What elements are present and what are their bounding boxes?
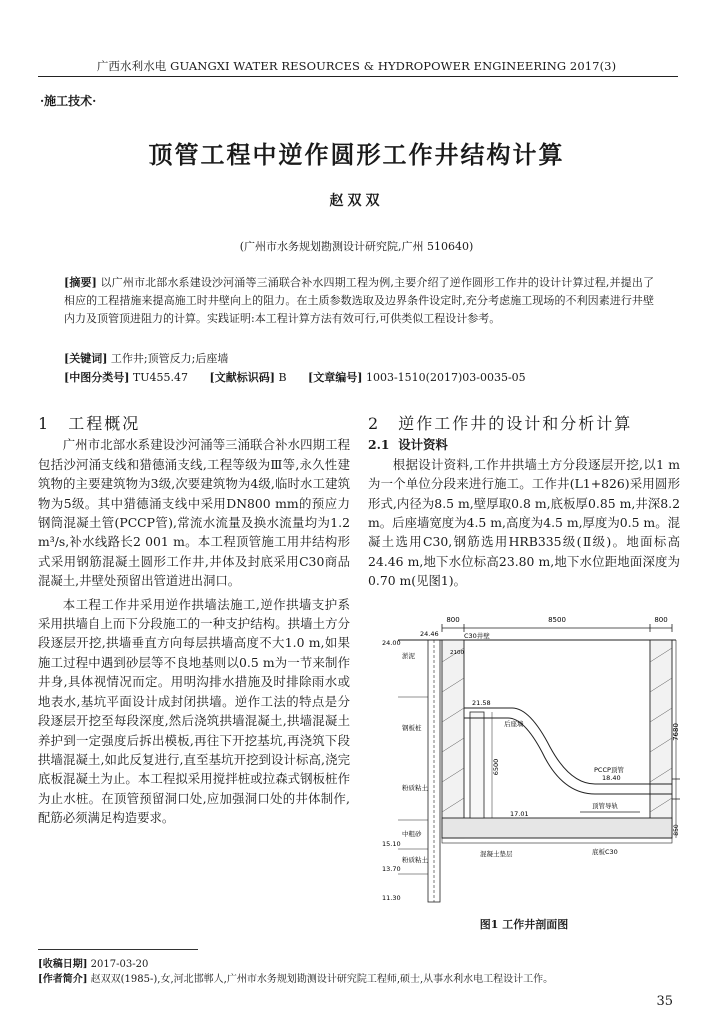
received-label: [收稿日期] [38,959,88,970]
article-title: 顶管工程中逆作圆形工作井结构计算 [148,140,565,169]
author: 赵双双 [329,193,384,209]
elev-2: 24.00 [382,639,401,647]
dim-small: 2100 [450,650,464,656]
dim-left: 800 [446,616,460,624]
label-soil-3: 中粗砂 [402,830,422,838]
figure-caption: 图1 工作井剖面图 [479,918,569,931]
section1-paragraph-1: 广州市北部水系建设沙河涌等三涌联合补水四期工程包括沙河涌支线和猎德涌支线,工程等级为Ⅲ等,永久性建筑物的主要建筑物为3级,次要建筑物为4级,临时水工建筑物为5级。其中猎德涌支线中采用DN800 mm的预应力钢筒混凝土管(PCCP管),常流水流量及换水流量均为1.2 m³/s,补水线路长2 001 m。本工程顶管施工用井结构形式采用钢筋混凝土圆形工作井,井体及封底采用C30商品混凝土,井壁处预留出管道进出洞口。 [38,437,350,589]
section2-number: 2 [368,414,381,433]
subsection-title: 设计资料 [398,437,448,453]
keywords-text: 工作井;顶管反力;后座墙 [110,352,229,365]
elev-6: 13.70 [382,865,401,873]
label-cushion: 混凝土垫层 [480,850,513,858]
footnote-rule [38,949,198,950]
label-soil-2: 粉质粘土 [402,784,428,792]
label-soil-4: 粉质粘土 [402,856,428,864]
footnote-author [38,970,678,985]
section2-paragraph: 根据设计资料,工作井拱墙土方分段逐层开挖,以1 m为一个单位分段来进行施工。工作井(L1+826)采用圆形形式,内径为8.5 m,壁厚取0.8 m,底板厚0.85 m,井深8.2 m。后座墙宽度为4.5 m,高度为4.5 m,厚度为0.5 m。混凝土选用C30,钢筋选用HRB335级(Ⅱ级)。地面标高24.46 m,地下水位标高23.80 m,地下水位距地面深度为0.70 m(见图1)。 [368,456,680,589]
subsection-number: 2.1 [368,437,390,453]
keywords [64,350,654,366]
author-bio-text: 赵双双(1985-),女,河北邯郸人,广州市水务规划勘测设计研究院工程师,硕士,从事水利水电工程设计工作。 [90,974,554,985]
right-column [368,414,680,591]
author-bio-label: [作者简介] [38,974,88,985]
header-rule [38,76,678,77]
doc-code-value: B [278,371,287,384]
footnote-received [38,955,678,970]
label-pipe: PCCP顶管 [594,766,624,774]
article-no [308,371,526,384]
label-rear-wall: 后座墙 [504,720,524,728]
section1-paragraph-2: 本工程工作井采用逆作拱墙法施工,逆作拱墙支护系采用拱墙自上而下分段施工的一种支护结构。拱墙土方分段逐层开挖,拱墙垂直方向每层拱墙高度不大1.0 m,如果施工过程中遇到砂层等不良地基则以0.5 m为一节来制作井身,具体视情况而定。用明沟排水措施及时排除雨水或地表水,基坑平面设计成封闭拱墙。逆作工法的特点是分段逐层开挖至每段深度,然后浇筑拱墙混凝土,拱墙混凝土养护到一定强度后拆出模板,再往下开挖基坑,再浇筑下段拱墙混凝土,如此反复进行,直至基坑开挖到设计标高,浇完底板混凝土为止。本工程拟采用搅拌桩或拉森式钢板桩作为止水桩。在顶管预留洞口处,应加强洞口处的井体制作,配筋必须满足构造要求。 [38,596,350,826]
elev-7: 11.30 [382,894,401,902]
doc-code [210,371,287,384]
left-column [38,414,350,828]
subsection-2-1-heading [368,435,680,454]
affiliation: (广州市水务规划勘测设计研究院,广州 510640) [239,240,474,253]
dim-center: 8500 [548,616,566,624]
section1-heading [38,414,350,433]
clc-value: TU455.47 [132,371,189,384]
doc-code-label: [文献标识码] [209,371,275,384]
label-concrete: C30井壁 [464,632,490,640]
received-text: 2017-03-20 [90,959,149,970]
dim-right: 800 [654,616,668,624]
clc-label: [中图分类号] [64,371,130,384]
elev-5: 15.10 [382,840,401,848]
page-number: 35 [656,994,673,1009]
label-guide-rail: 顶管导轨 [592,802,618,810]
section2-title: 逆作工作井的设计和分析计算 [398,414,633,433]
dim-inner: 6500 [492,758,500,776]
clc [64,371,188,384]
section2-heading [368,414,680,433]
label-bottom-slab: 底板C30 [592,848,618,856]
dim-bottom: 850 [673,824,680,836]
article-no-value: 1003-1510(2017)03-0035-05 [365,371,526,384]
section1-title: 工程概况 [68,414,141,433]
elev-3: 21.58 [472,699,491,707]
label-sheet-pile: 钢板桩 [402,724,422,732]
keywords-label: [关键词] [64,352,108,365]
column-label: ·施工技术· [40,94,97,108]
abstract-text: 以广州市北部水系建设沙河涌等三涌联合补水四期工程为例,主要介绍了逆作圆形工作井的设计计算过程,并提出了相应的工程措施来提高施工时井壁向上的阻力。在土质参数选取及边界条件设定时,充分考虑施工现场的不利因素进行井壁内力及顶管顶进阻力的计算。实践证明:本工程计算方法有效可行,可供类似工程设计参考。 [64,276,654,325]
section1-number: 1 [38,414,51,433]
running-head: 广西水利水电 GUANGXI WATER RESOURCES & HYDROPOWER ENGINEERING 2017(3) [96,59,617,73]
elev-4: 17.01 [510,810,529,818]
dim-height: 7680 [672,723,680,741]
classification-line [64,369,664,385]
elev-1: 24.46 [420,630,439,638]
abstract [64,274,654,328]
label-soil-1: 淤泥 [402,652,415,660]
abstract-label: [摘要] [64,276,97,289]
pipe-elevation: 18.40 [602,774,621,782]
article-no-label: [文章编号] [308,371,363,384]
well-section-figure [380,612,680,912]
